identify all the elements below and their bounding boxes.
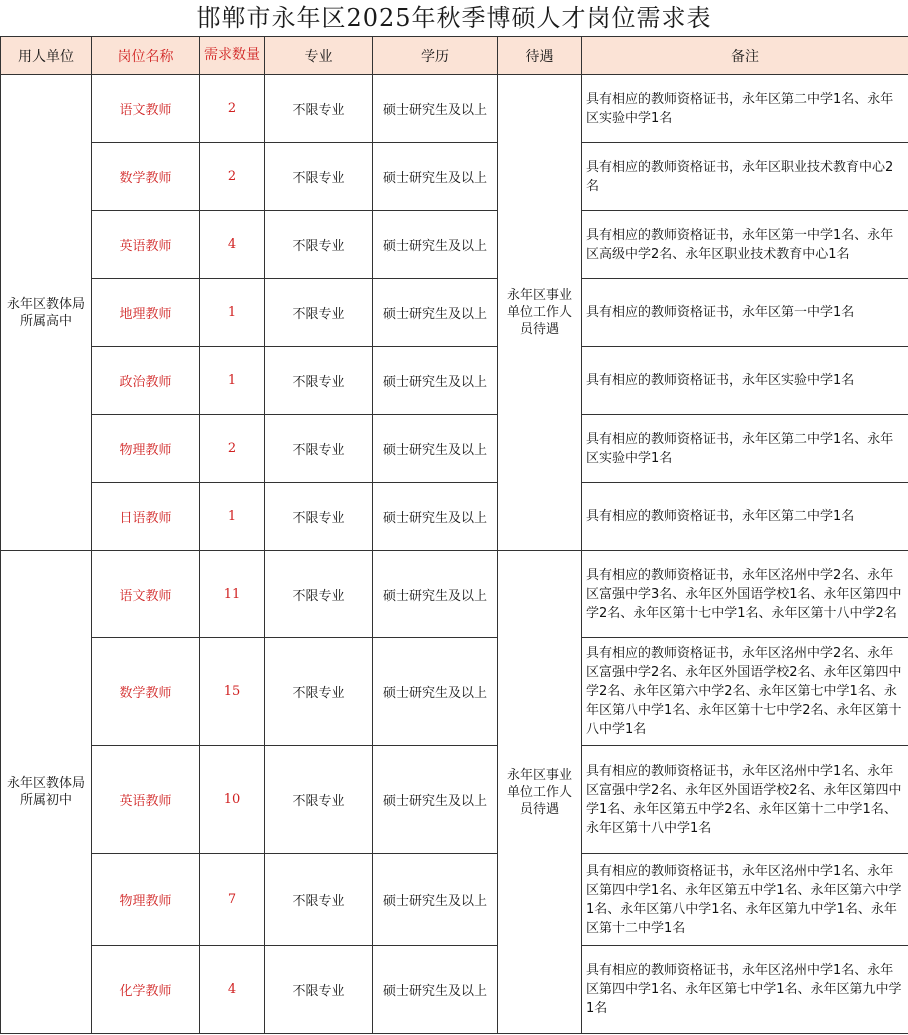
major-cell: 不限专业 (265, 143, 373, 211)
header-quantity: 需求数量 (200, 37, 265, 75)
remark-cell: 具有相应的教师资格证书，永年区第二中学1名 (582, 483, 908, 551)
remark-cell: 具有相应的教师资格证书，永年区职业技术教育中心2名 (582, 143, 908, 211)
major-cell: 不限专业 (265, 415, 373, 483)
education-cell: 硕士研究生及以上 (373, 854, 498, 946)
header-treatment: 待遇 (498, 37, 582, 75)
major-cell: 不限专业 (265, 746, 373, 854)
table-row (1, 483, 908, 551)
page-title: 邯郸市永年区2025年秋季博硕人才岗位需求表 (196, 4, 712, 32)
major-cell: 不限专业 (265, 854, 373, 946)
position-cell: 日语教师 (92, 483, 200, 551)
education-cell: 硕士研究生及以上 (373, 638, 498, 746)
major-cell: 不限专业 (265, 279, 373, 347)
unit-cell: 永年区教体局所属高中 (1, 75, 92, 551)
table-row (1, 638, 908, 746)
position-cell: 英语教师 (92, 211, 200, 279)
position-cell: 语文教师 (92, 75, 200, 143)
education-cell: 硕士研究生及以上 (373, 483, 498, 551)
quantity-cell: 15 (200, 638, 265, 746)
remark-cell: 具有相应的教师资格证书，永年区第二中学1名、永年区实验中学1名 (582, 75, 908, 143)
position-cell: 物理教师 (92, 415, 200, 483)
education-cell: 硕士研究生及以上 (373, 279, 498, 347)
major-cell: 不限专业 (265, 638, 373, 746)
table-row (1, 75, 908, 143)
education-cell: 硕士研究生及以上 (373, 211, 498, 279)
education-cell: 硕士研究生及以上 (373, 75, 498, 143)
header-major: 专业 (265, 37, 373, 75)
education-cell: 硕士研究生及以上 (373, 415, 498, 483)
table-row (1, 551, 908, 638)
quantity-cell: 7 (200, 854, 265, 946)
quantity-cell: 4 (200, 211, 265, 279)
quantity-cell: 1 (200, 347, 265, 415)
remark-cell: 具有相应的教师资格证书，永年区第一中学1名 (582, 279, 908, 347)
treatment-cell: 永年区事业单位工作人员待遇 (498, 551, 582, 1034)
header-remark: 备注 (582, 37, 908, 75)
major-cell: 不限专业 (265, 347, 373, 415)
major-cell: 不限专业 (265, 946, 373, 1034)
position-cell: 英语教师 (92, 746, 200, 854)
position-cell: 地理教师 (92, 279, 200, 347)
quantity-cell: 10 (200, 746, 265, 854)
remark-cell: 具有相应的教师资格证书，永年区洺州中学1名、永年区第四中学1名、永年区第七中学1名、永年区第九中学1名 (582, 946, 908, 1034)
table-row (1, 854, 908, 946)
header-education: 学历 (373, 37, 498, 75)
education-cell: 硕士研究生及以上 (373, 143, 498, 211)
quantity-cell: 4 (200, 946, 265, 1034)
position-cell: 化学教师 (92, 946, 200, 1034)
header-unit: 用人单位 (1, 37, 92, 75)
quantity-cell: 1 (200, 279, 265, 347)
quantity-cell: 1 (200, 483, 265, 551)
major-cell: 不限专业 (265, 551, 373, 638)
position-cell: 数学教师 (92, 143, 200, 211)
unit-cell: 永年区教体局所属初中 (1, 551, 92, 1034)
major-cell: 不限专业 (265, 75, 373, 143)
table-row (1, 347, 908, 415)
quantity-cell: 11 (200, 551, 265, 638)
remark-cell: 具有相应的教师资格证书，永年区第二中学1名、永年区实验中学1名 (582, 415, 908, 483)
header-row (1, 37, 908, 75)
position-cell: 政治教师 (92, 347, 200, 415)
quantity-cell: 2 (200, 75, 265, 143)
education-cell: 硕士研究生及以上 (373, 347, 498, 415)
quantity-cell: 2 (200, 143, 265, 211)
remark-cell: 具有相应的教师资格证书，永年区洺州中学1名、永年区第四中学1名、永年区第五中学1名、永年区第六中学1名、永年区第八中学1名、永年区第九中学1名、永年区第十二中学1名 (582, 854, 908, 946)
table-row (1, 946, 908, 1034)
education-cell: 硕士研究生及以上 (373, 551, 498, 638)
table-row (1, 279, 908, 347)
table-row (1, 415, 908, 483)
remark-cell: 具有相应的教师资格证书，永年区第一中学1名、永年区高级中学2名、永年区职业技术教育中心1名 (582, 211, 908, 279)
education-cell: 硕士研究生及以上 (373, 946, 498, 1034)
remark-cell: 具有相应的教师资格证书，永年区洺州中学2名、永年区富强中学2名、永年区外国语学校2名、永年区第四中学2名、永年区第六中学2名、永年区第七中学1名、永年区第八中学1名、永年区第十七中学2名、永年区第十八中学1名 (582, 638, 908, 746)
education-cell: 硕士研究生及以上 (373, 746, 498, 854)
table-row (1, 211, 908, 279)
treatment-cell: 永年区事业单位工作人员待遇 (498, 75, 582, 551)
remark-cell: 具有相应的教师资格证书，永年区洺州中学2名、永年区富强中学3名、永年区外国语学校1名、永年区第四中学2名、永年区第十七中学1名、永年区第十八中学2名 (582, 551, 908, 638)
quantity-cell: 2 (200, 415, 265, 483)
position-cell: 物理教师 (92, 854, 200, 946)
remark-cell: 具有相应的教师资格证书，永年区实验中学1名 (582, 347, 908, 415)
job-table (0, 36, 908, 1034)
header-position: 岗位名称 (92, 37, 200, 75)
position-cell: 数学教师 (92, 638, 200, 746)
remark-cell: 具有相应的教师资格证书，永年区洺州中学1名、永年区富强中学2名、永年区外国语学校2名、永年区第四中学1名、永年区第五中学2名、永年区第十二中学1名、永年区第十八中学1名 (582, 746, 908, 854)
major-cell: 不限专业 (265, 483, 373, 551)
table-row (1, 143, 908, 211)
major-cell: 不限专业 (265, 211, 373, 279)
position-cell: 语文教师 (92, 551, 200, 638)
table-row (1, 746, 908, 854)
